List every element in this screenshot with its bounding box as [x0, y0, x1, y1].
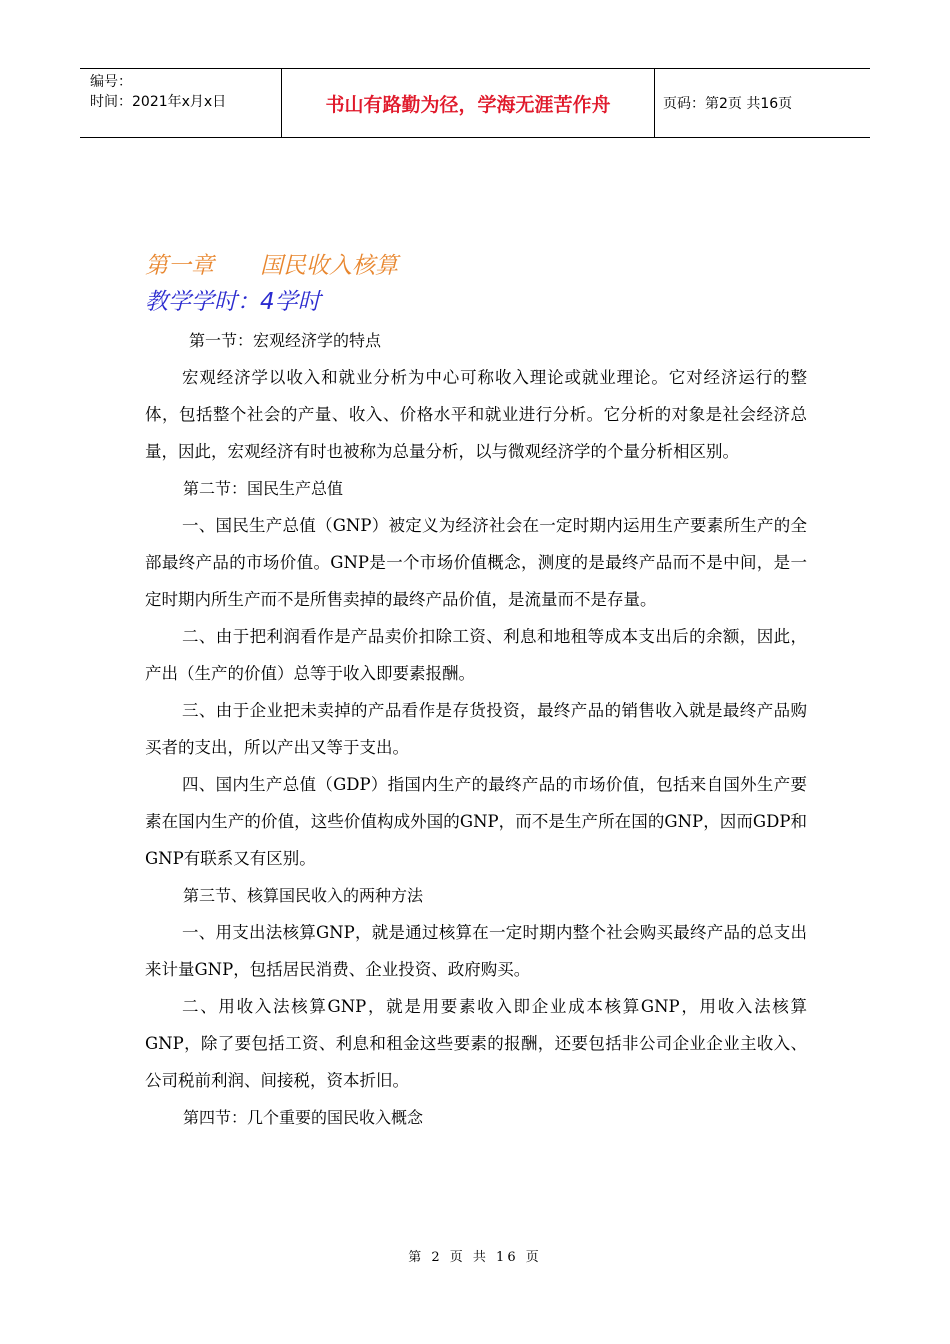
paragraph: 二、由于把利润看作是产品卖价扣除工资、利息和地租等成本支出后的余额，因此，产出（生产的价值）总等于收入即要素报酬。	[145, 627, 807, 683]
study-hours: 教学学时：4学时	[145, 289, 321, 315]
page-footer: 第 2 页 共 16 页	[408, 1250, 542, 1265]
document-number-label: 编号：	[90, 74, 132, 90]
section-heading: 第四节：几个重要的国民收入概念	[183, 1108, 424, 1127]
paragraph: 二、用收入法核算GNP，就是用要素收入即企业成本核算GNP，用收入法核算GNP，除了要包括工资、利息和租金这些要素的报酬，还要包括非公司企业企业主收入、公司税前利润、间接税，资本折旧。	[145, 997, 807, 1090]
page-header	[80, 68, 870, 138]
paragraph: 宏观经济学以收入和就业分析为中心可称收入理论或就业理论。它对经济运行的整体，包括整个社会的产量、收入、价格水平和就业进行分析。它分析的对象是社会经济总量，因此，宏观经济有时也被称为总量分析，以与微观经济学的个量分析相区别。	[145, 368, 807, 461]
paragraph: 一、国民生产总值（GNP）被定义为经济社会在一定时期内运用生产要素所生产的全部最终产品的市场价值。GNP是一个市场价值概念，测度的是最终产品而不是中间，是一定时期内所生产而不是所售卖掉的最终产品价值，是流量而不是存量。	[145, 516, 807, 609]
chapter-title: 第一章 国民收入核算	[145, 253, 398, 279]
document-time-label: 时间：2021年x月x日	[90, 94, 227, 110]
paragraph: 四、国内生产总值（GDP）指国内生产的最终产品的市场价值，包括来自国外生产要素在国内生产的价值，这些价值构成外国的GNP，而不是生产所在国的GNP，因而GDP和 GNP有联系又有区别。	[145, 775, 807, 868]
section-heading: 第二节：国民生产总值	[183, 479, 344, 498]
section-heading: 第三节、核算国民收入的两种方法	[183, 886, 424, 905]
paragraph: 一、用支出法核算GNP，就是通过核算在一定时期内整个社会购买最终产品的总支出来计量GNP，包括居民消费、企业投资、政府购买。	[145, 923, 807, 979]
paragraph: 三、由于企业把未卖掉的产品看作是存货投资，最终产品的销售收入就是最终产品购买者的支出，所以产出又等于支出。	[145, 701, 807, 757]
header-page-info: 页码：第2页 共16页	[663, 96, 793, 112]
document-body	[145, 248, 807, 1136]
section-heading: 第一节：宏观经济学的特点	[189, 331, 382, 350]
header-motto: 书山有路勤为径，学海无涯苦作舟	[282, 69, 655, 137]
header-meta	[80, 69, 282, 137]
